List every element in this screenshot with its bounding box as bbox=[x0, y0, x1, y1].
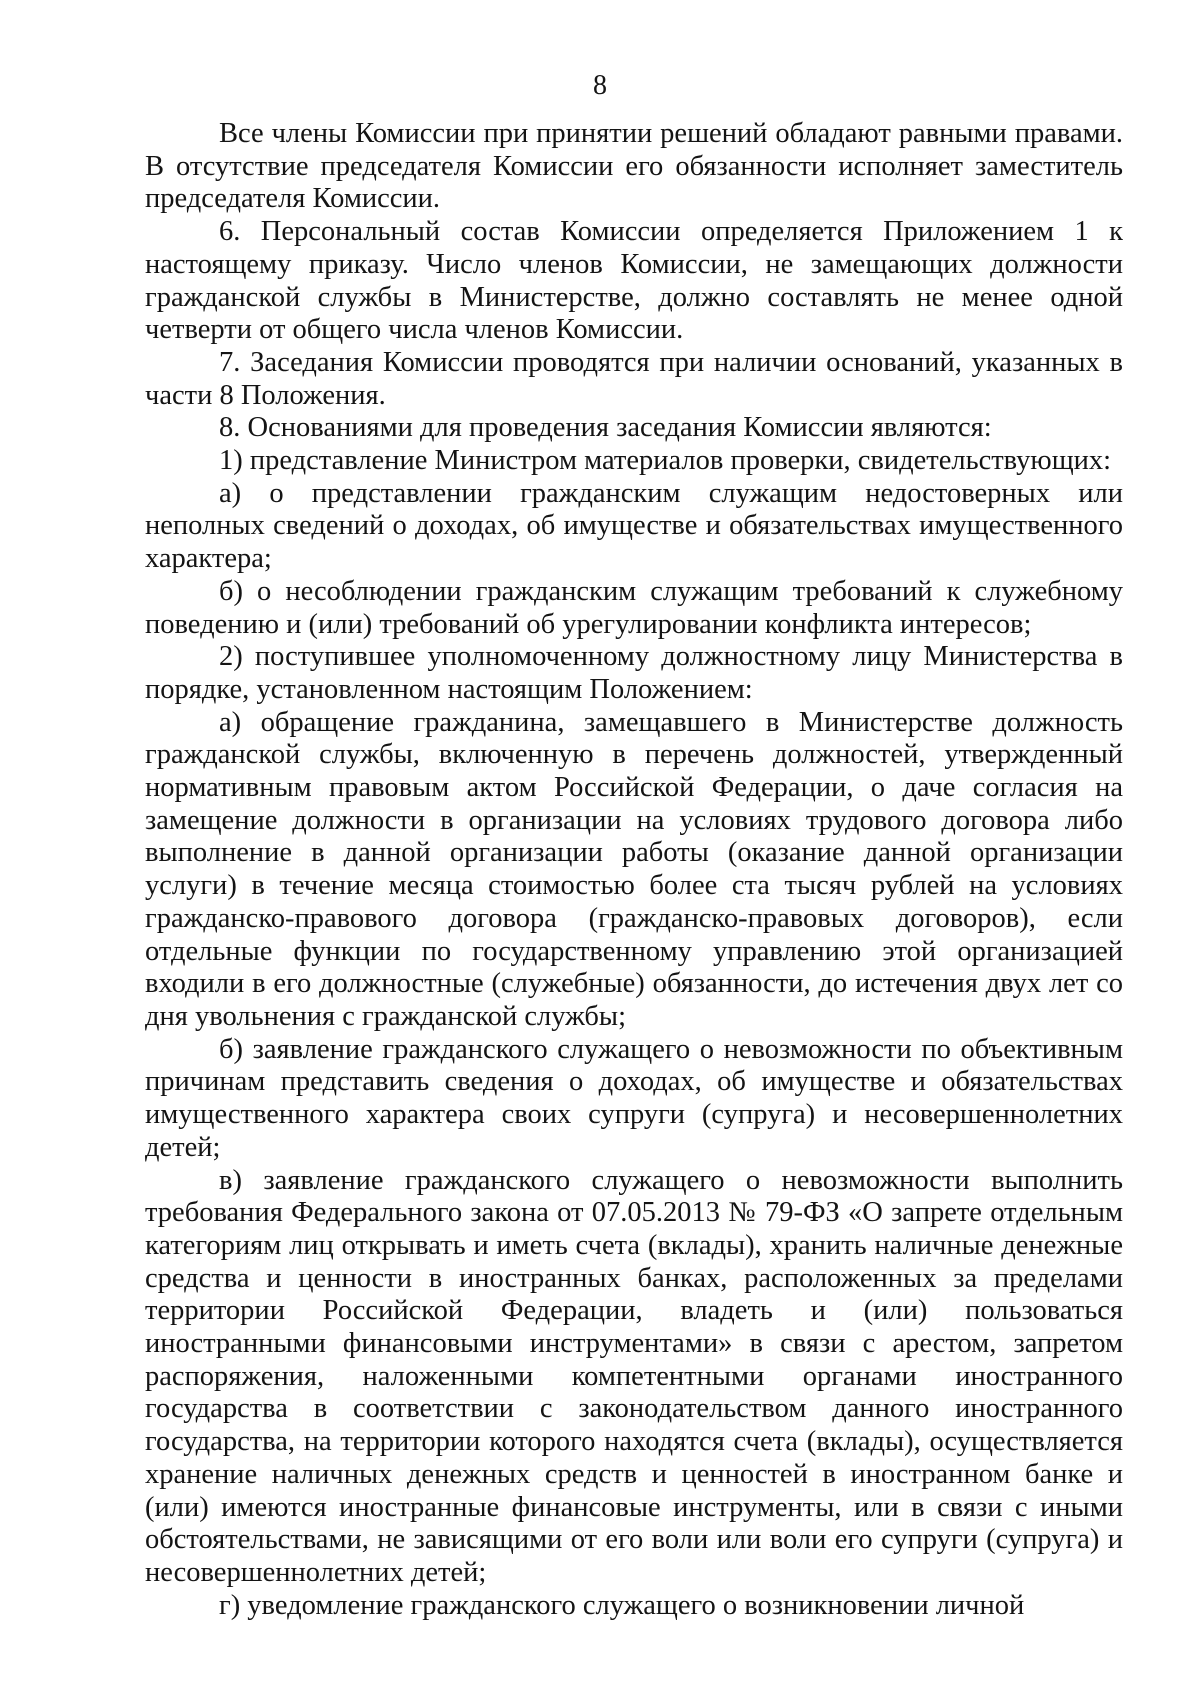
paragraph-subitem-2a: а) обращение гражданина, замещавшего в Министерстве должность гражданской службы, включенную в перечень должностей, утвержденный нормативным правовым актом Российской Федерации, о даче согласия на замещение должности в организации на условиях трудового договора либо выполнение в данной организации работы (оказание данной организации услуги) в течение месяца стоимостью более ста тысяч рублей на условиях гражданско-правового договора (гражданско-правовых договоров), если отдельные функции по государственному управлению этой организацией входили в его должностные (служебные) обязанности, до истечения двух лет со дня увольнения с гражданской службы; bbox=[145, 706, 1123, 1032]
paragraph-subitem-1: 1) представление Министром материалов проверки, свидетельствующих: bbox=[219, 445, 1112, 477]
paragraph-item-8: 8. Основаниями для проведения заседания Комиссии являются: bbox=[219, 412, 992, 444]
paragraph-item-6: 6. Персональный состав Комиссии определяется Приложением 1 к настоящему приказу. Число членов Комиссии, не замещающих должности гражданской службы в Министерстве, должно составлять не менее одной четверти от общего числа членов Комиссии. bbox=[145, 216, 1123, 346]
paragraph-subitem-1a: а) о представлении гражданским служащим недостоверных или неполных сведений о доходах, об имуществе и обязательствах имущественного характера; bbox=[145, 477, 1123, 575]
page-number: 8 bbox=[593, 70, 607, 101]
paragraph-subitem-1b: б) о несоблюдении гражданским служащим требований к служебному поведению и (или) требований об урегулировании конфликта интересов; bbox=[145, 575, 1123, 640]
paragraph-item-7: 7. Заседания Комиссии проводятся при наличии оснований, указанных в части 8 Положения. bbox=[145, 346, 1123, 411]
paragraph-subitem-2g: г) уведомление гражданского служащего о возникновении личной bbox=[219, 1589, 1025, 1621]
document-body bbox=[145, 118, 1123, 1622]
paragraph-subitem-2b: б) заявление гражданского служащего о невозможности по объективным причинам представить сведения о доходах, об имуществе и обязательствах имущественного характера своих супруги (супруга) и несовершеннолетних детей; bbox=[145, 1033, 1123, 1163]
paragraph-subitem-2: 2) поступившее уполномоченному должностному лицу Министерства в порядке, установленном настоящим Положением: bbox=[145, 641, 1123, 705]
paragraph-subitem-2v: в) заявление гражданского служащего о невозможности выполнить требования Федерального закона от 07.05.2013 № 79-ФЗ «О запрете отдельным категориям лиц открывать и иметь счета (вклады), хранить наличные денежные средства и ценности в иностранных банках, расположенных за пределами территории Российской Федерации, владеть и (или) пользоваться иностранными финансовыми инструментами» в связи с арестом, запретом распоряжения, наложенными компетентными органами иностранного государства в соответствии с законодательством данного иностранного государства, на территории которого находятся счета (вклады), осуществляется хранение наличных денежных средств и ценностей в иностранном банке и (или) имеются иностранные финансовые инструменты, или в связи с иными обстоятельствами, не зависящими от его воли или воли его супруги (супруга) и несовершеннолетних детей; bbox=[145, 1164, 1123, 1588]
paragraph-members-rights: Все члены Комиссии при принятии решений обладают равными правами. В отсутствие председателя Комиссии его обязанности исполняет заместитель председателя Комиссии. bbox=[145, 118, 1123, 215]
